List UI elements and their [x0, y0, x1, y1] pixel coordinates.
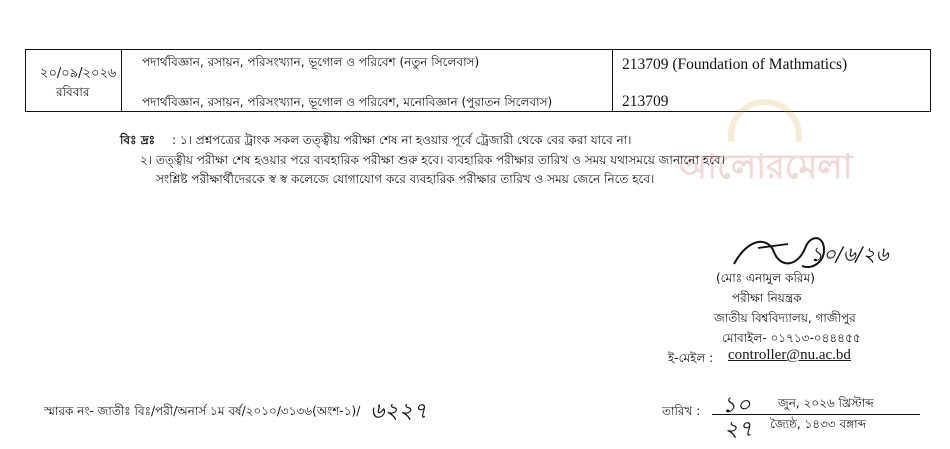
date-label: তারিখ :: [662, 404, 701, 418]
exam-date: ২০/০৯/২০২৬: [40, 66, 117, 81]
table-divider: [121, 50, 122, 111]
svg-text:আলোরমেলা: আলোরমেলা: [677, 147, 853, 187]
bangla-date-rest: জ্যৈষ্ঠ, ১৪৩৩ বঙ্গাব্দ: [770, 417, 867, 431]
note-label: বিঃ দ্রঃ: [120, 133, 156, 147]
row1-subjects: পদার্থবিজ্ঞান, রসায়ন, পরিসংখ্যান, ভূগোল ও পরিবেশ (নতুন সিলেবাস): [142, 55, 480, 69]
bangla-day-handwritten: ২৭: [724, 417, 753, 442]
exam-day: রবিবার: [56, 85, 90, 99]
email-label: ই-মেইল :: [668, 351, 714, 365]
date-day-handwritten: ১০: [722, 393, 751, 418]
email-link[interactable]: controller@nu.ac.bd: [728, 347, 851, 363]
table-divider: [612, 50, 613, 111]
row2-subjects: পদার্থবিজ্ঞান, রসায়ন, পরিসংখ্যান, ভূগোল ও পরিবেশ, মনোবিজ্ঞান (পুরাতন সিলেবাস): [142, 95, 553, 109]
signatory-mobile: মোবাইল- ০১৭১৩-০৪৪৪৫৫: [722, 331, 861, 345]
row1-course-code: 213709 (Foundation of Mathmatics): [622, 56, 848, 73]
watermark-logo: [670, 98, 860, 198]
memo-number-handwritten: ৬২২৭: [370, 399, 428, 424]
row2-course-code: 213709: [622, 93, 669, 110]
signatory-designation: পরীক্ষা নিয়ন্ত্রক: [732, 291, 802, 305]
note-item-1: : ১। প্রশ্নপত্রের ট্রাংক সকল তত্ত্বীয় পরীক্ষা শেষ না হওয়ার পূর্বে ট্রেজারী থেকে বের করা যাবে না।: [172, 133, 632, 147]
note-item-2: ২। তত্ত্বীয় পরীক্ষা শেষ হওয়ার পরে ব্যবহারিক পরীক্ষা শুরু হবে। ব্যবহারিক পরীক্ষার তারিখ ও সময় যথাসময়ে জানানো হবে।: [140, 153, 725, 167]
signatory-office: জাতীয় বিশ্ববিদ্যালয়, গাজীপুর: [714, 311, 856, 325]
memo-number: স্মারক নং- জাতীঃ বিঃ/পরী/অনার্স ১ম বর্ষ/২০১০/৩১৩৬(অংশ-১)/: [44, 404, 361, 418]
note-item-3: সংশ্লিষ্ট পরীক্ষার্থীদেরকে স্ব স্ব কলেজে যোগাযোগ করে ব্যবহারিক পরীক্ষার তারিখ ও সময় জেনে নিতে হবে।: [156, 172, 655, 186]
signature-date-scribble: ১০/৬/২৬: [810, 242, 889, 266]
signatory-name: (মোঃ এনামুল করিম): [716, 271, 815, 285]
date-rest: জুন, ২০২৬ খ্রিস্টাব্দ: [778, 396, 874, 410]
